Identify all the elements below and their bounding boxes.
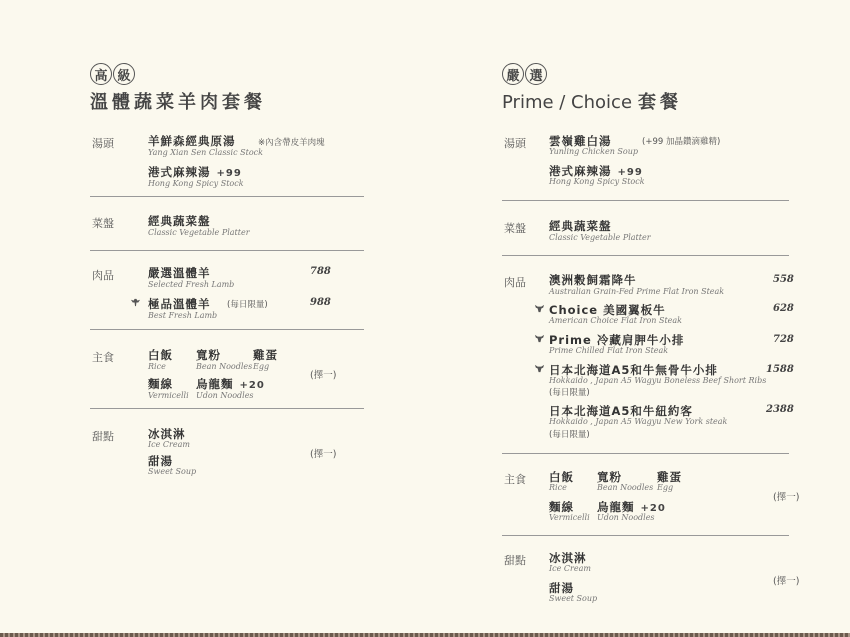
addon-price: +20: [239, 380, 265, 391]
menu-item-price: 788: [310, 266, 331, 277]
divider: [502, 255, 789, 256]
menu-item-name: 港式麻辣湯 +99: [148, 165, 242, 179]
menu-item-english: Australian Grain-Fed Prime Flat Iron Steak: [549, 287, 725, 296]
badge-char: 嚴: [502, 63, 524, 85]
choose-one-note: (擇一): [310, 449, 337, 460]
page-title: Prime / Choice 套餐: [502, 92, 683, 113]
menu-item-name: 港式麻辣湯 +99: [549, 164, 643, 178]
menu-item-english: Rice: [549, 483, 567, 492]
menu-item-name: 日本北海道A5和牛無骨牛小排: [549, 363, 718, 377]
menu-item-name: 雲嶺雞白湯: [549, 134, 612, 148]
page-title: 溫體蔬菜羊肉套餐: [90, 92, 266, 113]
menu-item-name: 冰淇淋: [549, 551, 587, 565]
menu-item-name: 經典蔬菜盤: [148, 214, 211, 228]
menu-item-english: Classic Vegetable Platter: [549, 233, 651, 242]
menu-item-price: 558: [773, 274, 794, 285]
divider: [502, 535, 789, 536]
menu-item-note: (每日限量): [549, 430, 590, 440]
category-label: 肉品: [92, 269, 114, 282]
category-label: 湯頭: [92, 137, 114, 150]
menu-item-price: 728: [773, 334, 794, 345]
menu-item-note: (每日限量): [549, 388, 590, 398]
lamb-icon: [130, 297, 141, 308]
menu-item-english: Hong Kong Spicy Stock: [148, 179, 244, 188]
premium-badge: [90, 63, 135, 85]
menu-item-english: Classic Vegetable Platter: [148, 228, 250, 237]
menu-item-name: 麵線: [549, 500, 574, 514]
menu-item-note: (+99 加晶鑽滴雞精): [642, 137, 721, 147]
menu-item-name: 冰淇淋: [148, 427, 186, 441]
menu-item-english: Sweet Soup: [549, 594, 598, 603]
menu-item-english: Egg: [657, 483, 674, 492]
menu-item-english: Ice Cream: [549, 564, 591, 573]
addon-price: +99: [216, 168, 242, 179]
menu-item-name: 甜湯: [148, 454, 173, 468]
cow-icon: [534, 333, 545, 344]
menu-item-price: 628: [773, 303, 794, 314]
menu-item-price: 988: [310, 297, 331, 308]
menu-item-name: 嚴選溫體羊: [148, 266, 211, 280]
menu-item-english: Vermicelli: [148, 391, 189, 400]
choose-one-note: (擇一): [773, 576, 800, 587]
menu-item-english: Egg: [253, 362, 270, 371]
category-label: 甜點: [504, 554, 526, 567]
menu-item-english: Bean Noodles: [597, 483, 654, 492]
menu-item-english: Selected Fresh Lamb: [148, 280, 235, 289]
choose-one-note: (擇一): [310, 370, 337, 381]
category-label: 菜盤: [92, 217, 114, 230]
menu-item-name: 寬粉: [196, 348, 221, 362]
category-label: 主食: [92, 351, 114, 364]
menu-item-english: Hokkaido , Japan A5 Wagyu New York steak: [549, 417, 728, 426]
menu-item-price: 2388: [766, 404, 794, 415]
menu-item-note: ※內含帶皮羊肉塊: [258, 138, 325, 148]
divider: [502, 453, 789, 454]
menu-item-name: 寬粉: [597, 470, 622, 484]
menu-item-english: Udon Noodles: [597, 513, 655, 522]
menu-item-english: Best Fresh Lamb: [148, 311, 218, 320]
category-label: 甜點: [92, 430, 114, 443]
menu-item-name: 白飯: [549, 470, 574, 484]
select-badge: [502, 63, 547, 85]
menu-item-english: Yang Xian Sen Classic Stock: [148, 148, 263, 157]
menu-item-name: 烏龍麵 +20: [597, 500, 666, 514]
badge-char: 高: [90, 63, 112, 85]
menu-item-name: 日本北海道A5和牛紐約客: [549, 404, 693, 418]
menu-item-english: Ice Cream: [148, 440, 190, 449]
badge-char: 選: [525, 63, 547, 85]
menu-item-name: 極品溫體羊: [148, 297, 211, 311]
menu-item-english: Vermicelli: [549, 513, 590, 522]
menu-item-english: Udon Noodles: [196, 391, 254, 400]
menu-item-note: (每日限量): [227, 300, 268, 310]
menu-item-name: 雞蛋: [657, 470, 682, 484]
menu-item-english: Prime Chilled Flat Iron Steak: [549, 346, 669, 355]
menu-item-price: 1588: [766, 364, 794, 375]
menu-item-english: American Choice Flat Iron Steak: [549, 316, 683, 325]
choose-one-note: (擇一): [773, 492, 800, 503]
menu-item-name: 麵線: [148, 377, 173, 391]
cow-icon: [534, 363, 545, 374]
menu-item-english: Rice: [148, 362, 166, 371]
category-label: 肉品: [504, 276, 526, 289]
menu-item-english: Bean Noodles: [196, 362, 253, 371]
badge-char: 級: [113, 63, 135, 85]
divider: [90, 408, 364, 409]
divider: [90, 250, 364, 251]
addon-price: +99: [617, 167, 643, 178]
menu-item-name: 澳洲穀飼霜降牛: [549, 273, 637, 287]
category-label: 菜盤: [504, 222, 526, 235]
menu-item-english: Sweet Soup: [148, 467, 197, 476]
menu-item-name: 甜湯: [549, 581, 574, 595]
cow-icon: [534, 303, 545, 314]
divider: [90, 329, 364, 330]
footer-border: [0, 633, 850, 637]
category-label: 湯頭: [504, 137, 526, 150]
menu-item-name: 經典蔬菜盤: [549, 219, 612, 233]
category-label: 主食: [504, 473, 526, 486]
menu-item-name: Choice 美國翼板牛: [549, 303, 666, 317]
menu-item-name: 雞蛋: [253, 348, 278, 362]
menu-item-name: 白飯: [148, 348, 173, 362]
divider: [90, 196, 364, 197]
menu-item-name: 烏龍麵 +20: [196, 377, 265, 391]
menu-item-english: Hong Kong Spicy Stock: [549, 177, 645, 186]
divider: [502, 200, 789, 201]
menu-item-name: Prime 冷藏肩胛牛小排: [549, 333, 685, 347]
addon-price: +20: [640, 503, 666, 514]
menu-item-english: Yunling Chicken Soup: [549, 147, 638, 156]
menu-item-english: Hokkaido , Japan A5 Wagyu Boneless Beef Short Ribs: [549, 376, 767, 385]
menu-item-name: 羊鮮森經典原湯: [148, 134, 236, 148]
